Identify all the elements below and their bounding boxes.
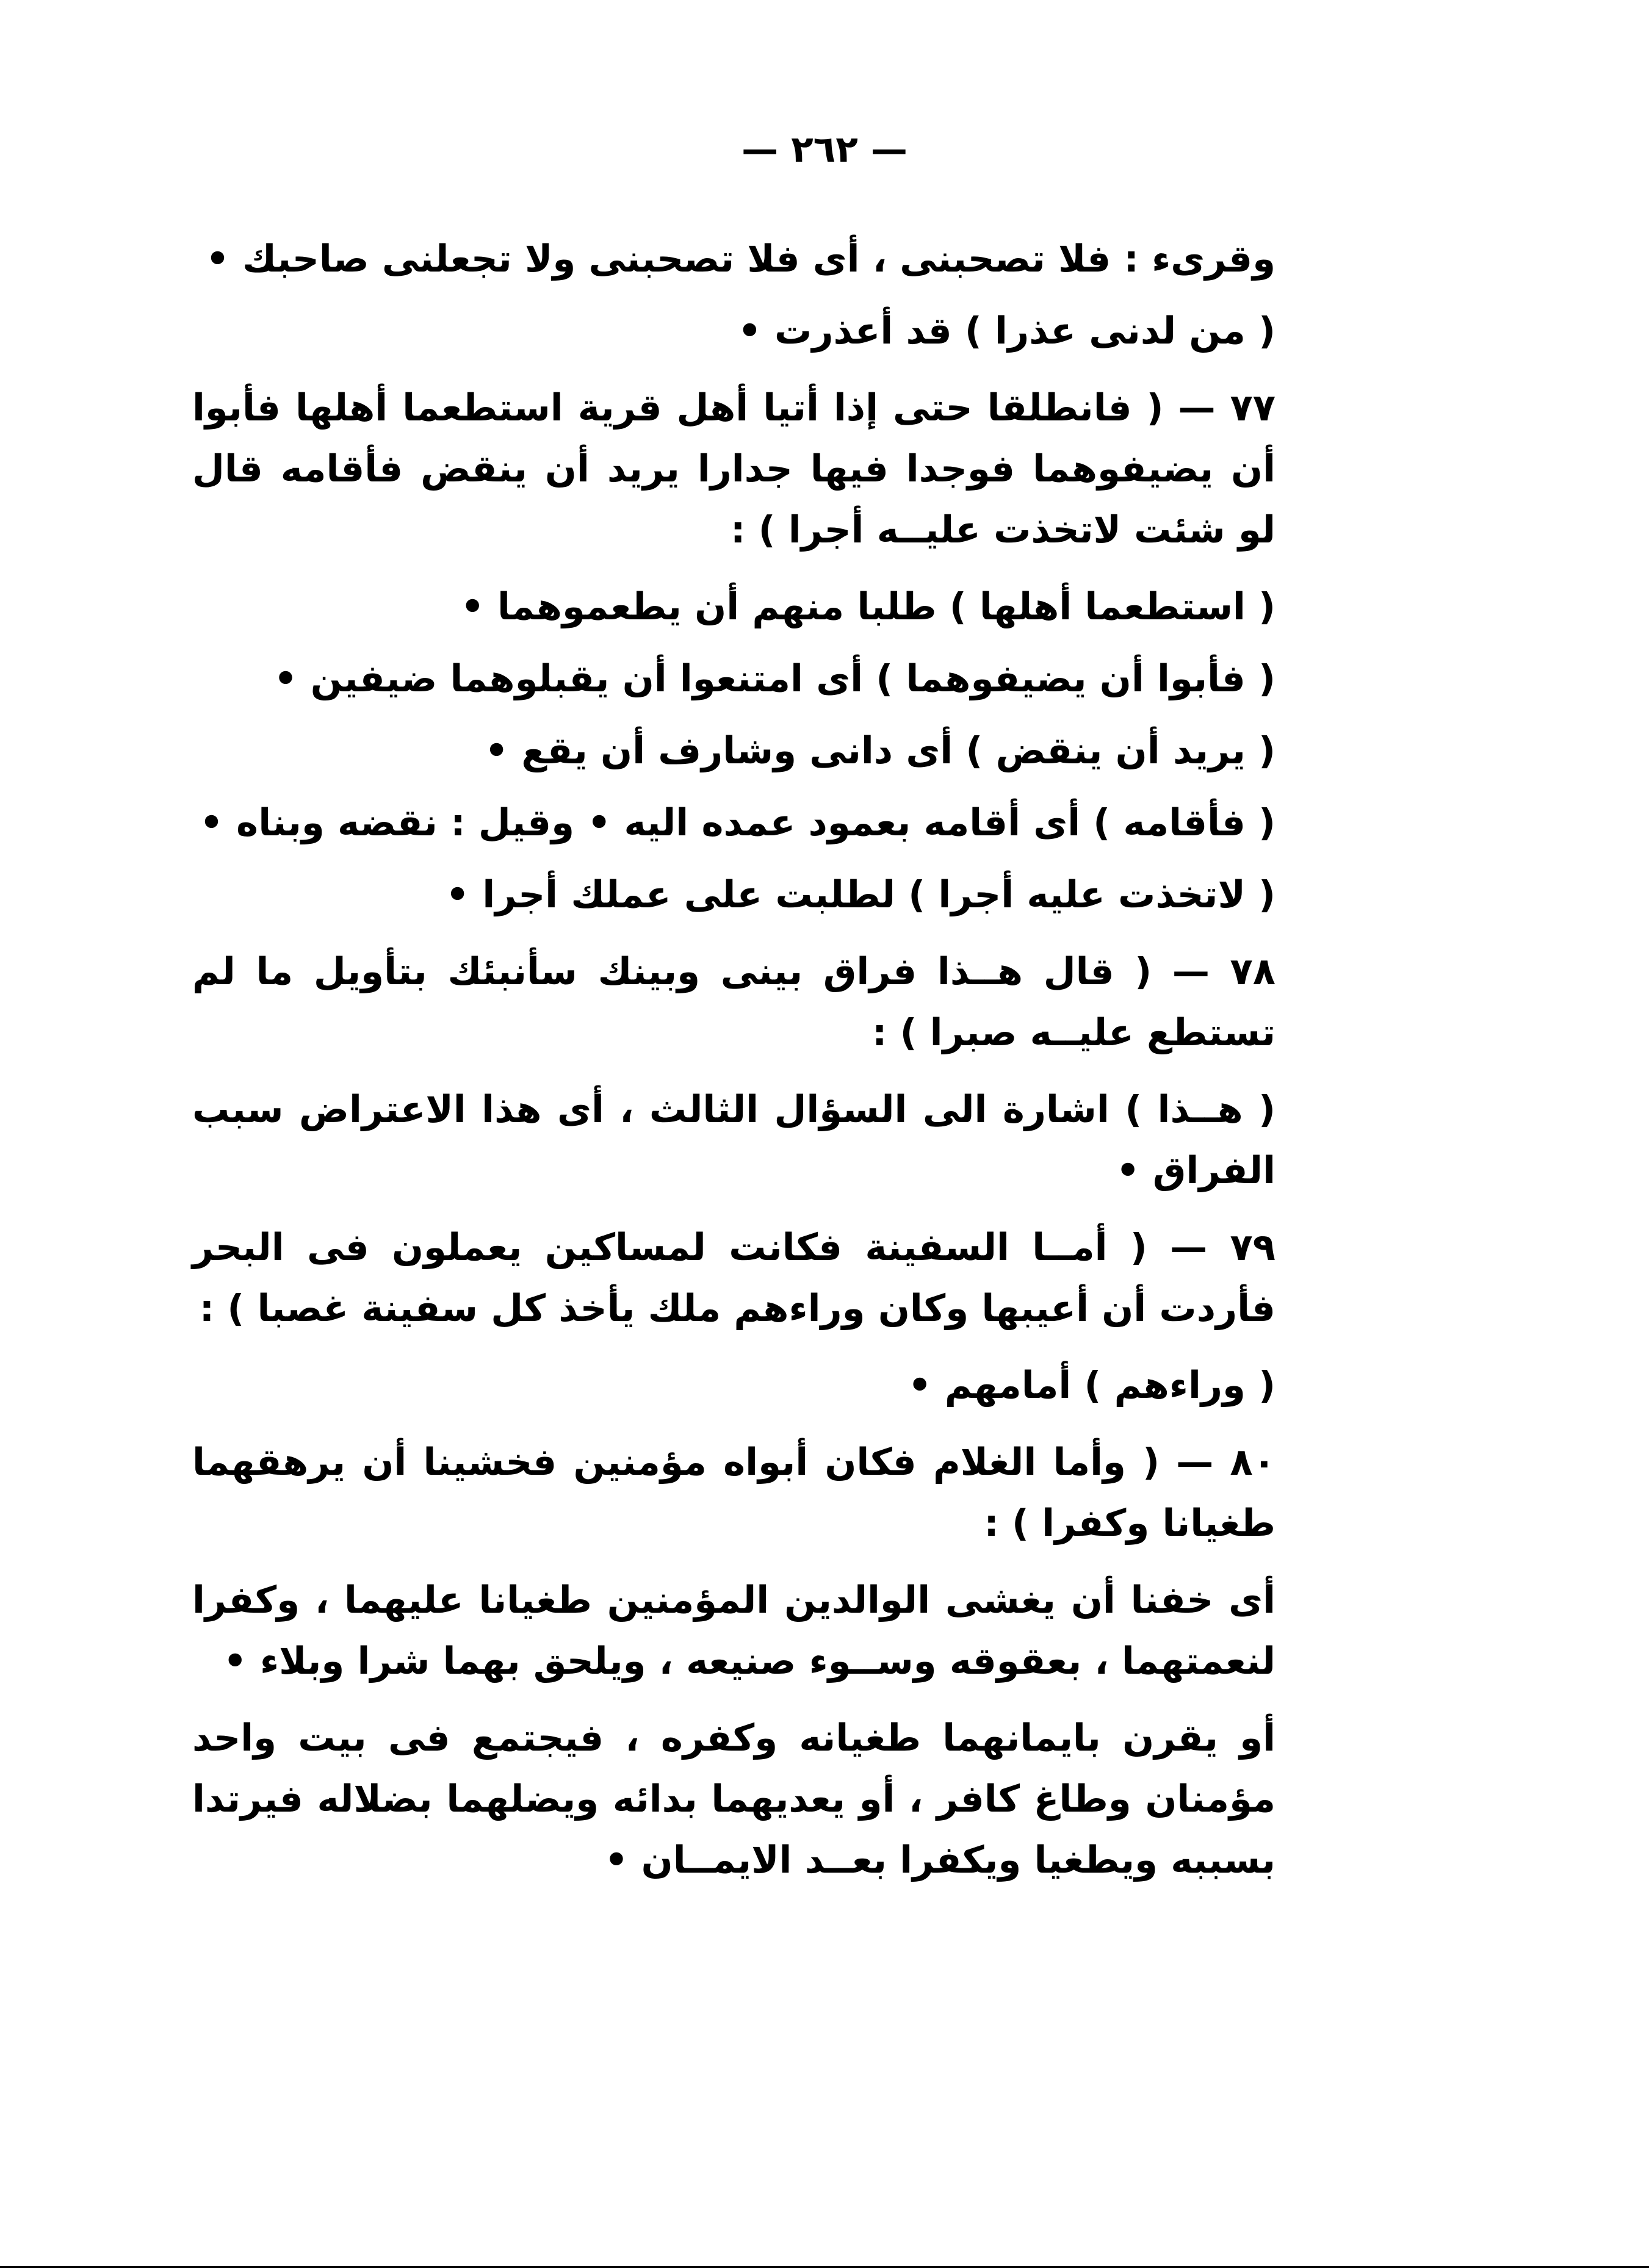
paragraph: ٧٧ — ( فانطلقا حتى إذا أتيا أهل قرية استطعما أهلها فأبوا أن يضيفوهما فوجدا فيها جدارا يريد أن ينقض فأقامه قال لو شئت لاتخذت عليــه أجرا ) : [192,386,1276,552]
paragraph: ( استطعما أهلها ) طلبا منهم أن يطعموهما • [460,585,1276,628]
paragraph: ( هــذا ) اشارة الى السؤال الثالث ، أى هذا الاعتراض سبب الفراق • [192,1088,1276,1192]
paragraph: ( من لدنى عذرا ) قد أعذرت • [737,309,1276,353]
page-body [192,229,1361,1891]
paragraph: ٧٨ — ( قال هــذا فراق بينى وبينك سأنبئك بتأويل ما لم تستطع عليــه صبرا ) : [192,950,1276,1054]
paragraph: أى خفنا أن يغشى الوالدين المؤمنين طغيانا عليهما ، وكفرا لنعمتهما ، بعقوقه وســوء صنيعه ، ويلحق بهما شرا وبلاء • [192,1579,1276,1683]
paragraph: ( فأبوا أن يضيفوهما ) أى امتنعوا أن يقبلوهما ضيفين • [273,657,1276,700]
paragraph: ٨٠ — ( وأما الغلام فكان أبواه مؤمنين فخشينا أن يرهقهما طغيانا وكفرا ) : [192,1441,1276,1545]
paragraph: ( لاتخذت عليه أجرا ) لطلبت على عملك أجرا • [446,873,1276,916]
paragraph: ٧٩ — ( أمــا السفينة فكانت لمساكين يعملون فى البحر فأردت أن أعيبها وكان وراءهم ملك يأخذ كل سفينة غصبا ) : [192,1226,1276,1330]
paragraph: ( يريد أن ينقض ) أى دانى وشارف أن يقع • [485,729,1276,772]
page-number: — ٢٦٢ — [742,128,907,171]
paragraph: ( وراءهم ) أمامهم • [907,1364,1276,1407]
paragraph: ( فأقامه ) أى أقامه بعمود عمده اليه • وقيل : نقضه وبناه • [199,801,1276,844]
paragraph: أو يقرن بايمانهما طغيانه وكفره ، فيجتمع فى بيت واحد مؤمنان وطاغ كافر ، أو يعديهما بدائه ويضلهما بضلاله فيرتدا بسببه ويطغيا ويكفرا بعــد الايمــان • [192,1716,1276,1882]
paragraph: وقرىء : فلا تصحبنى ، أى فلا تصحبنى ولا تجعلنى صاحبك • [205,237,1276,281]
